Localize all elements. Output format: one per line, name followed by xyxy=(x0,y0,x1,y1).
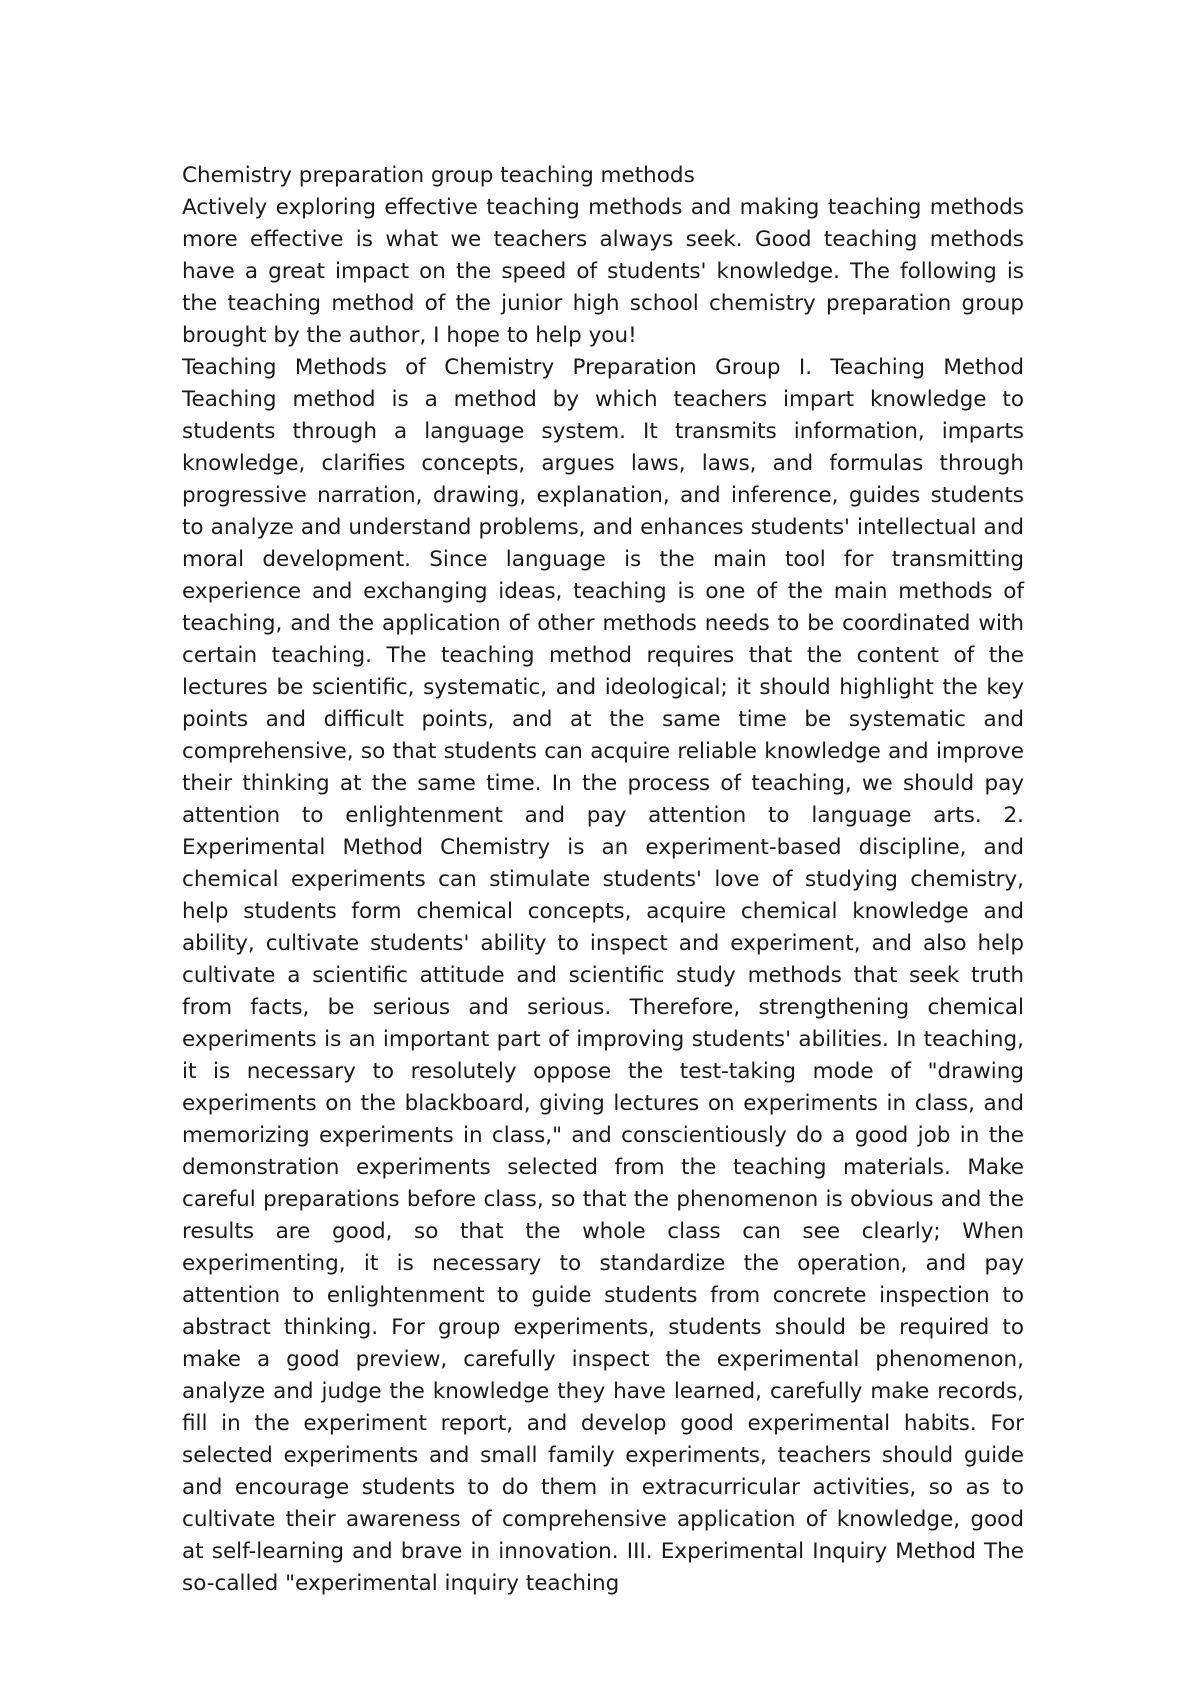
document-title: Chemistry preparation group teaching methods xyxy=(182,163,695,188)
paragraph-intro: Actively exploring effective teaching methods and making teaching methods more effective is what we teachers always seek. Good teaching methods have a great impact on the speed of students' knowledge. The following is the teaching method of the junior high school chemistry preparation group brought by the author, I hope to help you! xyxy=(182,195,1024,348)
paragraph-teaching-methods: Teaching Methods of Chemistry Preparation Group I. Teaching Method Teaching method is a method by which teachers impart knowledge to students through a language system. It transmits information, imparts knowledge, clarifies concepts, argues laws, laws, and formulas through progressive narration, drawing, explanation, and inference, guides students to analyze and understand problems, and enhances students' intellectual and moral development. Since language is the main tool for transmitting experience and exchanging ideas, teaching is one of the main methods of teaching, and the application of other methods needs to be coordinated with certain teaching. The teaching method requires that the content of the lectures be scientific, systematic, and ideological; it should highlight the key points and difficult points, and at the same time be systematic and comprehensive, so that students can acquire reliable knowledge and improve their thinking at the same time. In the process of teaching, we should pay attention to enlightenment and pay attention to language arts. 2. Experimental Method Chemistry is an experiment-based discipline, and chemical experiments can stimulate students' love of studying chemistry, help students form chemical concepts, acquire chemical knowledge and ability, cultivate students' ability to inspect and experiment, and also help cultivate a scientific attitude and scientific study methods that seek truth from facts, be serious and serious. Therefore, strengthening chemical experiments is an important part of improving students' abilities. In teaching, it is necessary to resolutely oppose the test-taking mode of "drawing experiments on the blackboard, giving lectures on experiments in class, and memorizing experiments in class," and conscientiously do a good job in the demonstration experiments selected from the teaching materials. Make careful preparations before class, so that the phenomenon is obvious and the results are good, so that the whole class can see clearly; When experimenting, it is necessary to standardize the operation, and pay attention to enlightenment to guide students from concrete inspection to abstract thinking. For group experiments, students should be required to make a good preview, carefully inspect the experimental phenomenon, analyze and judge the knowledge they have learned, carefully make records, fill in the experiment report, and develop good experimental habits. For selected experiments and small family experiments, teachers should guide and encourage students to do them in extracurricular activities, so as to cultivate their awareness of comprehensive application of knowledge, good at self-learning and brave in innovation. III. Experimental Inquiry Method The so-called "experimental inquiry teaching xyxy=(182,355,1024,1596)
document-body xyxy=(182,160,1024,1600)
